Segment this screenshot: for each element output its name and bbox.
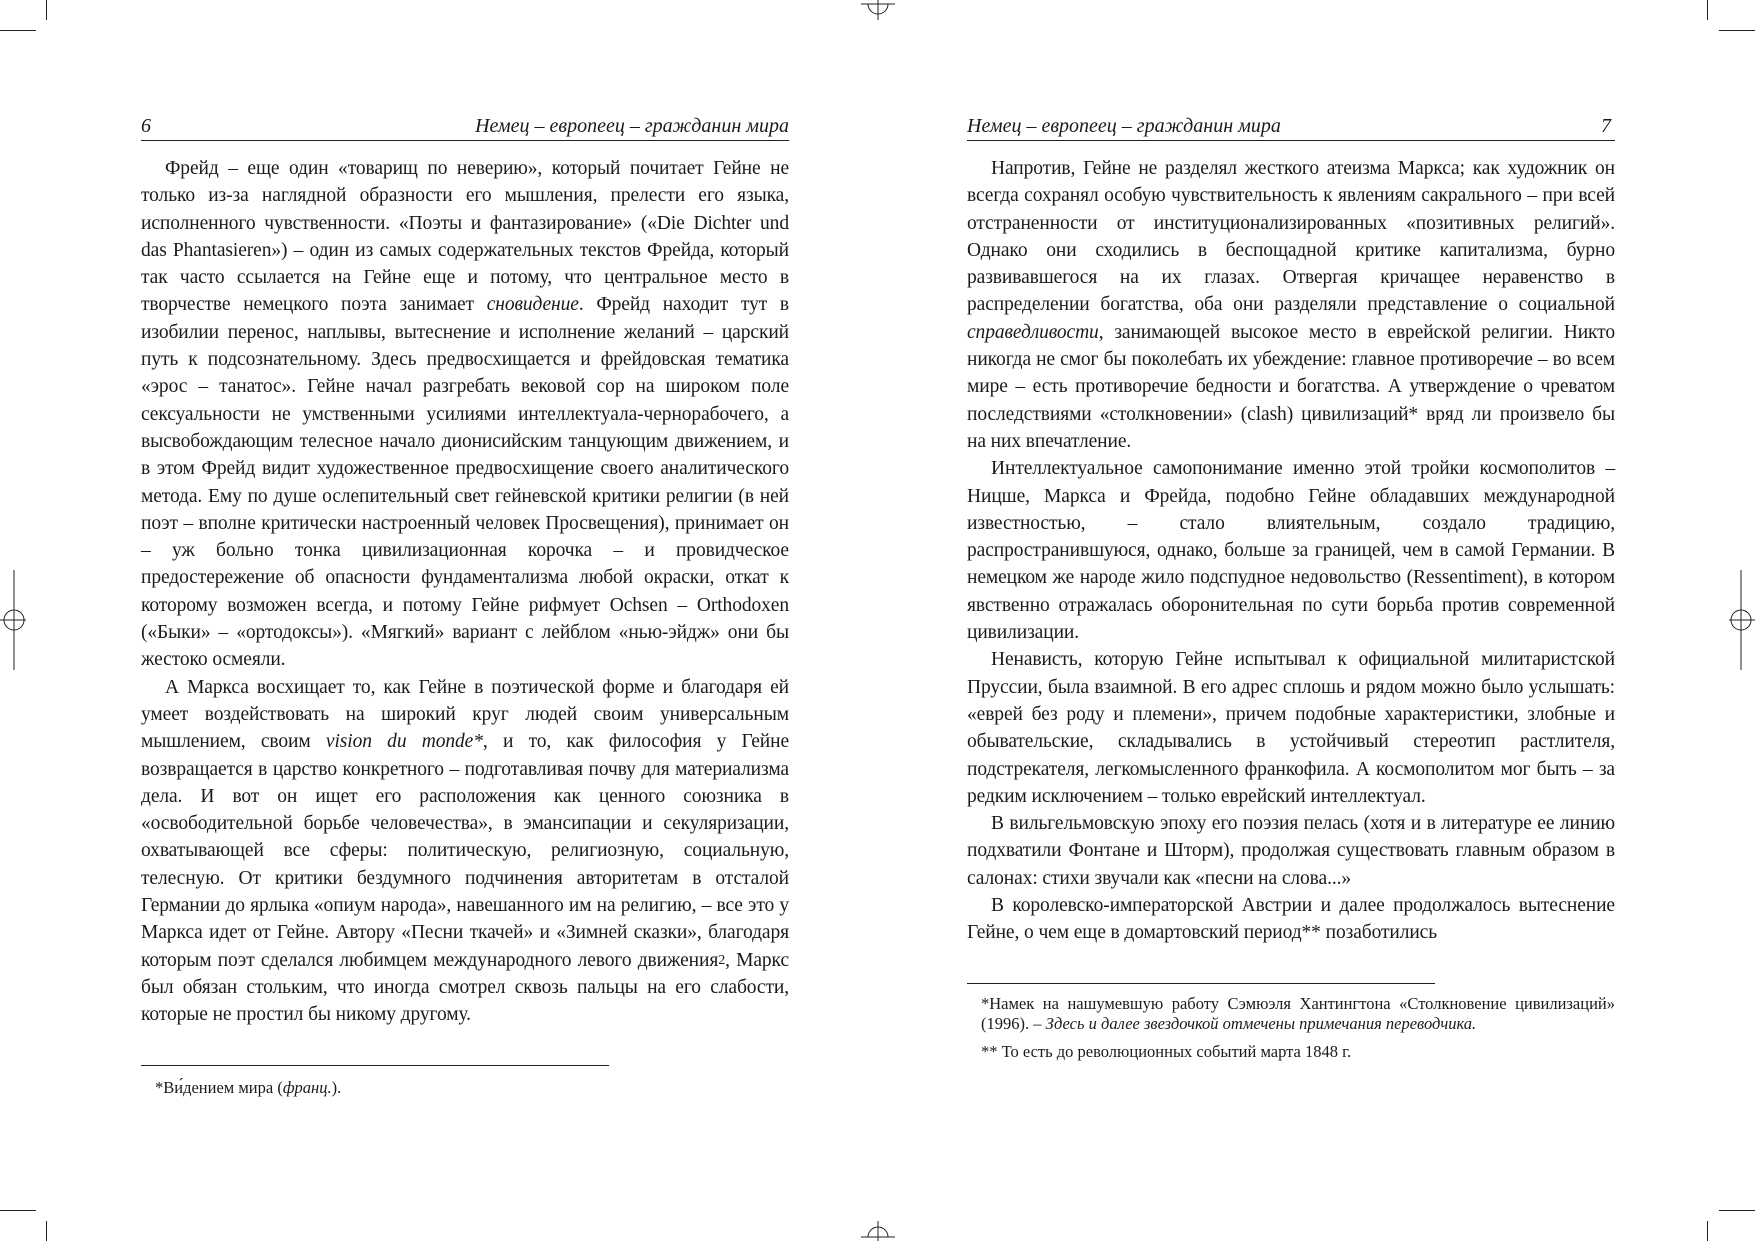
left-page-header [141, 114, 789, 141]
italic-text: франц. [282, 1077, 332, 1097]
text-run: *Намек на нашумевшую работу Сэмюэля Хантингтона «Столкновение цивилизаций» (1996). – [981, 993, 1615, 1033]
left-page [141, 114, 789, 1098]
text-run: А Маркса восхищает то, как Гейне в поэтической форме и благодаря ей умеет воздействовать на широкий круг людей своим универсальным мышлением, своим [141, 676, 789, 753]
text-run: Фрейд – еще один «товарищ по неверию», который почитает Гейне не только из-за наглядной образности его мышления, прелести его языка, исполненного чувственности. «Поэты и фантазирование» («Die Dichter und das Phantasieren») – один из самых содержательных текстов Фрейда, который так часто ссылается на Гейне еще и потому, что центральное место в творчестве немецкого поэта занимает [141, 158, 789, 316]
text-run: Ненависть, которую Гейне испытывал к официальной милитаристской Пруссии, была взаимной. В его адрес сплошь и рядом можно было услышать: «еврей без роду и племени», причем подобные характеристики, злобные и обывательские, складывались в устойчивый стереотип растлителя, подстрекателя, легкомысленного франкофила. А космополитом мог быть – за редким исключением – только еврейский интеллектуал. [967, 649, 1615, 807]
crop-mark [1707, 0, 1708, 20]
footnote-ref: 2 [718, 952, 726, 968]
footnote [155, 1078, 789, 1098]
footnotes [141, 1078, 789, 1098]
crop-mark [46, 1221, 47, 1241]
italic-text: справедливости [967, 321, 1099, 343]
footnote-rule [141, 1065, 609, 1066]
text-run: , Маркс был обязан стольким, что иногда смотрел сквозь пальцы на его слабости, которые не простил бы никому другому. [141, 949, 789, 1026]
running-title: Немец – европеец – гражданин мира [967, 115, 1281, 137]
right-page-header [967, 114, 1615, 141]
crop-mark [1719, 30, 1755, 31]
footnote [981, 994, 1615, 1034]
text-run: Интеллектуальное самопонимание именно этой тройки космополитов – Ницше, Маркса и Фрейда, подобно Гейне обладавших международной известностью, – стало влиятельным, создало традицию, распространившуюся, однако, больше за границей, чем в самой Германии. В немецком же народе жило подспудное недовольство (Ressentiment), в котором явственно отражалась оборонительная по сути борьба против современной цивилизации. [967, 458, 1615, 644]
italic-text: vision du monde [325, 731, 474, 753]
footnote [981, 1042, 1615, 1062]
registration-mark-bottom [861, 1221, 895, 1241]
paragraph [967, 810, 1615, 892]
italic-text: сновидение [486, 294, 579, 316]
crop-mark [46, 0, 47, 20]
page-number: 7 [1601, 115, 1611, 137]
crop-mark [1707, 1221, 1708, 1241]
italic-text: Здесь и далее звездочкой отмечены примечания переводчика. [1045, 1013, 1477, 1033]
paragraph [967, 646, 1615, 810]
registration-mark-right [1729, 570, 1755, 670]
text-run: Напротив, Гейне не разделял жесткого атеизма Маркса; как художник он всегда сохранял особую чувствительность к явлениям сакрального – при всей отстраненности от институционализированных «позитивных религий». Однако они сходились в беспощадной критике капитализма, бурно развивавшегося на их глазах. Отвергая кричащее неравенство в распределении богатства, оба они разделяли представление о социальной [967, 158, 1615, 316]
left-page-body [141, 155, 789, 1029]
crop-mark [0, 1210, 36, 1211]
footnote-rule [967, 983, 1435, 984]
right-page-body [967, 155, 1615, 947]
right-page [967, 114, 1615, 1062]
text-run: , занимающей высокое место в еврейской религии. Никто никогда не смог бы поколебать их убеждение: главное противоречие – во всем мире – есть противоречие бедности и богатства. А утверждение о чреватом последствиями «столкновении» (clash) цивилизаций* вряд ли произвело бы на них впечатление. [967, 321, 1615, 452]
text-run: В королевско-императорской Австрии и далее продолжалось вытеснение Гейне, о чем еще в домартовский период** позаботились [967, 895, 1615, 944]
paragraph [967, 155, 1615, 455]
running-title: Немец – европеец – гражданин мира [475, 115, 789, 137]
crop-mark [0, 30, 36, 31]
text-run: В вильгельмовскую эпоху его поэзия пелась (хотя и в литературе ее линию подхватили Фонтане и Шторм), продолжая существовать главным образом в салонах: стихи звучали как «песни на слова...» [967, 813, 1615, 889]
paragraph [967, 455, 1615, 646]
text-run: ** То есть до революционных событий марта 1848 г. [981, 1041, 1352, 1061]
italic-text: * [473, 731, 483, 753]
registration-mark-left [0, 570, 26, 670]
text-run: ). [331, 1077, 342, 1097]
text-run: , и то, как философия у Гейне возвращается в царство конкретного – подготавливая почву для материализма дела. И вот он ищет его расположения как ценного союзника в «освободительной борьбе человечества», в эмансипации и секуляризации, охватывающей все сферы: политическую, религиозную, социальную, телесную. От критики бездумного подчинения авторитетам в отсталой Германии до ярлыка «опиум народа», навешанного им на религию, – все это у Маркса идет от Гейне. Автору «Песни ткачей» и «Зимней сказки», благодаря которым поэт сделался любимцем международного левого движения [141, 731, 790, 971]
page-number: 6 [141, 115, 151, 137]
text-run: . Фрейд находит тут в изобилии перенос, наплывы, вытеснение и исполнение желаний – царский путь к подсознательному. Здесь предвосхищается и фрейдовская тематика «эрос – танатос». Гейне начал разгребать вековой сор на широком поле сексуальности не умственными усилиями интеллектуала-чернорабочего, а высвобождающим телесное начало дионисийским танцующим движением, и в этом Фрейд видит художественное предвосхищение своего аналитического метода. Ему по душе ослепительный свет гейневской критики религии (в ней поэт – вполне критически настроенный человек Просвещения), принимает он – уж больно тонка цивилизационная корочка – и провидческое предостережение об опасности фундаментализма любой окраски, откат к которому возможен всегда, и потому Гейне рифмует Ochsen – Orthodoxen («Быки» – «ортодоксы»). «Мягкий» вариант с лейблом «нью-эйдж» они бы жестоко осмеяли. [141, 294, 789, 671]
paragraph [141, 674, 789, 1029]
text-run: *Ви́дением мира ( [155, 1077, 283, 1097]
crop-mark [1719, 1210, 1755, 1211]
registration-mark-top [861, 0, 895, 20]
paragraph [141, 155, 789, 674]
footnotes [967, 994, 1615, 1062]
paragraph [967, 892, 1615, 947]
